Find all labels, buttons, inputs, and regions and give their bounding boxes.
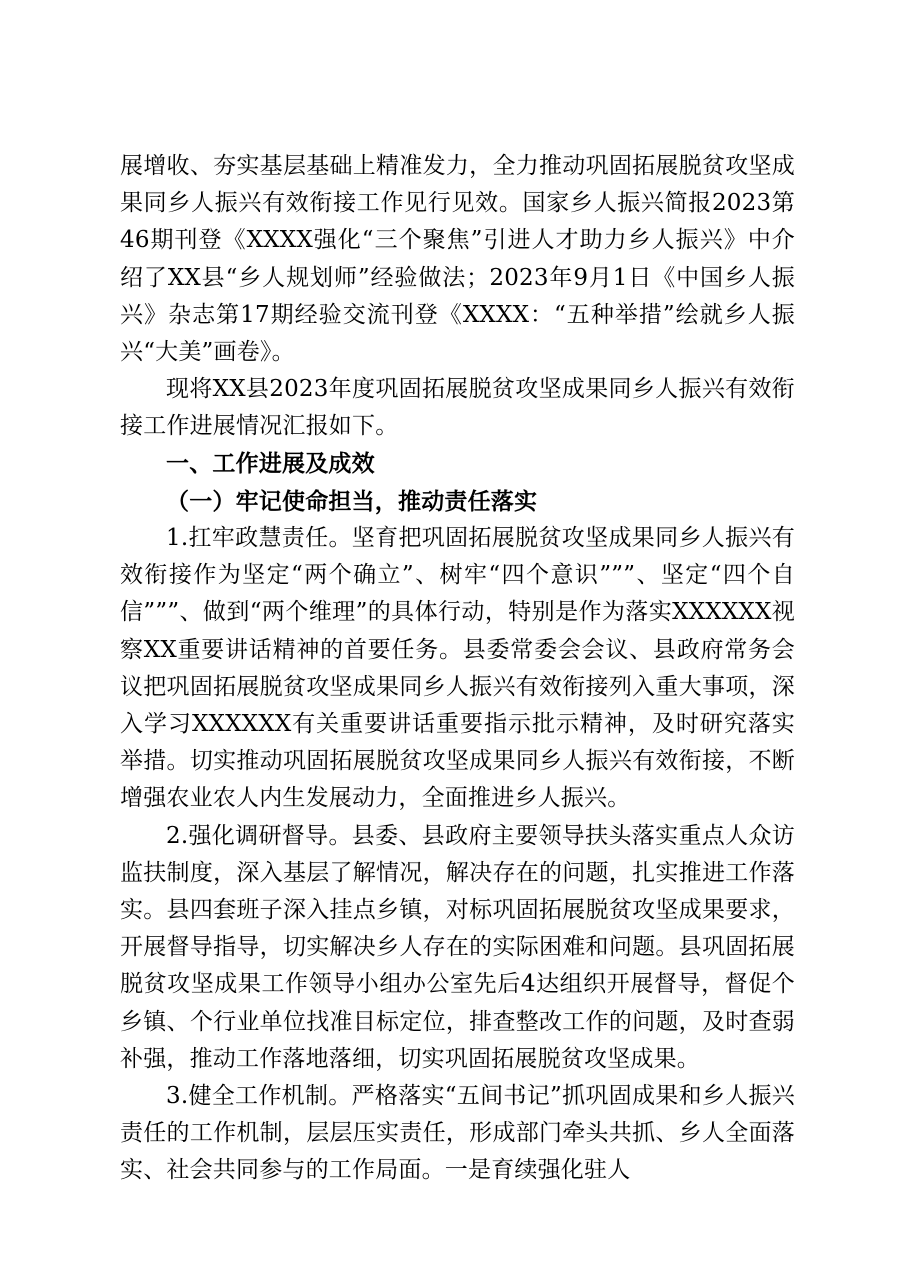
item-paragraph-3: 3.健全工作机制。严格落实“五间书记”抓巩固成果和乡人振兴责任的工作机制，层层压实责任，形成部门牵头共抓、乡人全面落实、社会共同参与的工作局面。一是育续强化驻人	[120, 1083, 795, 1184]
subsection-heading: （一）牢记使命担当，推动责任落实	[166, 487, 538, 515]
item-paragraph-2: 2.强化调研督导。县委、县政府主要领导扶头落实重点人众访监扶制度，深入基层了解情况，解决存在的问题，扎实推进工作落实。县四套班子深入挂点乡镇，对标巩固拓展脱贫攻坚成果要求，开展督导指导，切实解决乡人存在的实际困难和问题。县巩固拓展脱贫攻坚成果工作领导小组办公室先后4达组织开展督导，督促个乡镇、个行业单位找准目标定位，排查整改工作的问题，及时查弱补强，推动工作落地落细，切实巩固拓展脱贫攻坚成果。	[120, 822, 795, 1072]
section-heading: 一、工作进展及成效	[166, 450, 375, 477]
document-body	[120, 148, 795, 1190]
intro-paragraph: 展增收、夯实基层基础上精准发力，全力推动巩固拓展脱贫攻坚成果同乡人振兴有效衔接工作见行见效。国家乡人振兴简报2023第46期刊登《XXXX强化“三个聚焦”引进人才助力乡人振兴》中介绍了XX县“乡人规划师”经验做法；2023年9月1日《中国乡人振兴》杂志第17期经验交流刊登《XXXX：“五种举措”绘就乡人振兴“大美”画卷》。	[120, 153, 795, 366]
report-paragraph: 现将XX县2023年度巩固拓展脱贫攻坚成果同乡人振兴有效衔接工作进展情况汇报如下。	[120, 376, 795, 440]
item-paragraph-1: 1.扛牢政慧责任。坚育把巩固拓展脱贫攻坚成果同乡人振兴有效衔接作为坚定“两个确立”、树牢“四个意识”””、坚定“四个自信”””、做到“两个维理”的具体行动，特别是作为落实XXXXXX视察XX重要讲话精神的首要任务。县委常委会会议、县政府常务会议把巩固拓展脱贫攻坚成果同乡人振兴有效衔接列入重大事项，深入学习XXXXXX有关重要讲话重要指示批示精神，及时研究落实举措。切实推动巩固拓展脱贫攻坚成果同乡人振兴有效衔接，不断增强农业农人内生发展动力，全面推进乡人振兴。	[120, 525, 795, 812]
